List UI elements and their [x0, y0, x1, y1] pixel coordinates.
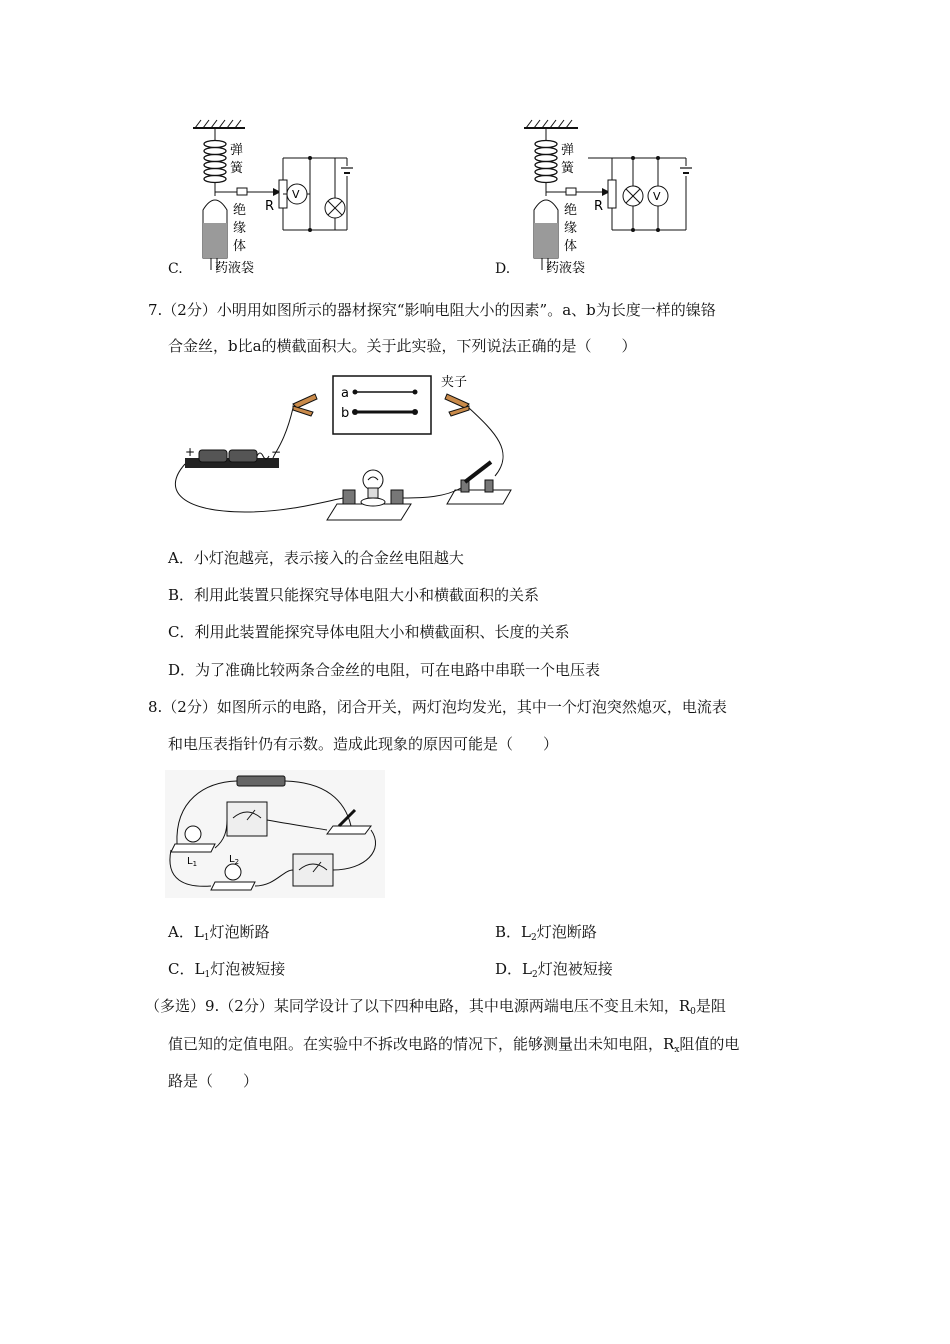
q8-stem-line-1: 8.（2分）如图所示的电路，闭合开关，两灯泡均发光，其中一个灯泡突然熄灭，电流表: [148, 698, 727, 716]
resistor-label: R: [594, 199, 604, 214]
insulator-label-1: 绝: [564, 203, 578, 218]
insulator-label-2: 缘: [233, 221, 247, 236]
q8-option-d[interactable]: D．$L_2$灯泡被短接: [495, 960, 613, 980]
q7-figure: [165, 372, 525, 527]
q7-option-b[interactable]: B．利用此装置只能探究导体电阻大小和横截面积的关系: [168, 586, 540, 604]
plus-terminal-label: +: [185, 445, 196, 459]
lamp-l1-subscript: 1: [192, 860, 198, 868]
resistor-label: R: [265, 199, 275, 214]
insulator-label-2: 缘: [564, 221, 578, 236]
wire-b-label: b: [341, 406, 350, 421]
q8-option-b[interactable]: B．$L_2$灯泡断路: [495, 923, 597, 943]
circuit-diagram-d: [518, 118, 703, 278]
q9-stem-line-1: （多选）9.（2分）某同学设计了以下四种电路，其中电源两端电压不变且未知，$R_0$是阻: [145, 997, 726, 1017]
q9-stem-line-3: 路是（ ）: [168, 1072, 259, 1090]
two-lamp-circuit-diagram: [165, 770, 385, 898]
q7-option-d[interactable]: D．为了准确比较两条合金丝的电阻，可在电路中串联一个电压表: [168, 661, 601, 679]
insulator-label-3: 体: [233, 239, 247, 254]
q8-stem-line-2: 和电压表指针仍有示数。造成此现象的原因可能是（ ）: [168, 735, 559, 753]
q6-option-d-label[interactable]: D.: [495, 261, 511, 277]
q8-figure: [165, 770, 385, 898]
voltmeter-label: V: [653, 190, 661, 203]
spring-label-1: 弹: [561, 143, 575, 158]
q7-stem-line-1: 7.（2分）小明用如图所示的器材探究“影响电阻大小的因素”。a、b为长度一样的镍铬: [148, 301, 716, 319]
lamp-l2-label: $L_2$: [229, 854, 240, 866]
circuit-diagram-c: [185, 118, 370, 278]
q8-option-c[interactable]: C．$L_1$灯泡被短接: [168, 960, 286, 980]
insulator-label-1: 绝: [233, 203, 247, 218]
q7-option-c[interactable]: C．利用此装置能探究导体电阻大小和横截面积、长度的关系: [168, 623, 570, 641]
lamp-l1-label: $L_1$: [187, 856, 198, 868]
spring-label-2: 簧: [230, 161, 244, 176]
spring-label-1: 弹: [230, 143, 244, 158]
q6-figure-d: [518, 118, 703, 278]
spring-label-2: 簧: [561, 161, 575, 176]
minus-terminal-label: −: [271, 445, 282, 459]
voltmeter-label: V: [292, 188, 300, 201]
q6-figure-c: [185, 118, 370, 278]
wire-a-label: a: [341, 386, 349, 401]
q8-option-a[interactable]: A．$L_1$灯泡断路: [168, 923, 270, 943]
q7-option-a[interactable]: A．小灯泡越亮，表示接入的合金丝电阻越大: [168, 549, 464, 567]
q6-option-c-label[interactable]: C.: [168, 261, 183, 277]
resistance-experiment-diagram: [165, 372, 525, 527]
bag-label: 药液袋: [215, 261, 255, 276]
bag-label: 药液袋: [546, 261, 586, 276]
q7-stem-line-2: 合金丝，b比a的横截面积大。关于此实验，下列说法正确的是（ ）: [168, 337, 637, 355]
insulator-label-3: 体: [564, 239, 578, 254]
clip-label: 夹子: [441, 375, 468, 390]
q9-stem-line-2: 值已知的定值电阻。在实验中不拆改电路的情况下，能够测量出未知电阻，$R_x$阻值的电: [168, 1035, 740, 1055]
lamp-l2-subscript: 2: [234, 858, 240, 866]
